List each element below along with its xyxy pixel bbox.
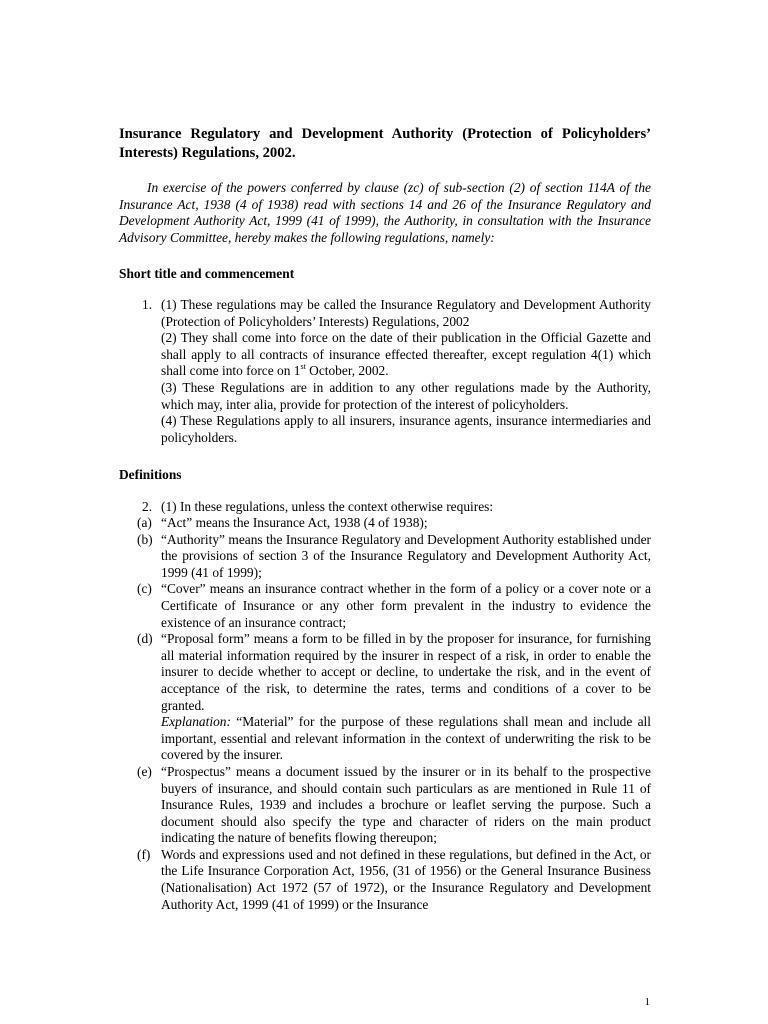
clause-1-2: (2) They shall come into force on the date of their publication in the Official Gazette and shall apply to all contracts of insurance effected thereafter, except regulation 4(1) which shall come into force on 1st October, 2002. (161, 330, 651, 379)
item-text: Words and expressions used and not defined in these regulations, but defined in the Act, or the Life Insurance Corporation Act, 1956, (31 of 1956) or the General Insurance Business (Nationalisation) Act 1972 (57 of 1972), or the Insurance Regulatory and Development Authority Act, 1999 (41 of 1999) or the Insurance (161, 846, 651, 912)
explanation-text: “Material” for the purpose of these regulations shall mean and include all important, essential and relevant information in the context of underwriting the risk to be covered by the insurer. (161, 714, 651, 763)
item-text: “Act” means the Insurance Act, 1938 (4 of 1938); (161, 515, 428, 530)
explanation (161, 714, 651, 764)
item-label: (b) (137, 531, 153, 547)
definitions-list (137, 515, 651, 913)
section-1 (142, 297, 651, 446)
document-title: Insurance Regulatory and Development Authority (Protection of Policyholders’ Interests) Regulations, 2002. (119, 126, 651, 161)
section-heading-short-title: Short title and commencement (119, 266, 295, 281)
clause-1-3: (3) These Regulations are in addition to any other regulations made by the Authority, which may, inter alia, provide for protection of the interest of policyholders. (161, 379, 651, 412)
item-text: “Proposal form” means a form to be filled in by the proposer for insurance, for furnishing all material information required by the insurer in respect of a risk, in order to enable the insurer to decide whether to accept or decline, to undertake the risk, and in the event of acceptance of the risk, to determine the rates, terms and conditions of a cover to be granted. (161, 631, 651, 713)
section-number: 2. (142, 499, 153, 514)
clause-1-1: (1) These regulations may be called the Insurance Regulatory and Development Authority (Protection of Policyholders’ Interests) Regulations, 2002 (161, 297, 651, 329)
item-label: (f) (137, 846, 151, 862)
list-item (137, 581, 651, 631)
list-item (137, 846, 651, 913)
list-item (137, 515, 651, 532)
item-label: (a) (137, 515, 152, 530)
clause-1-4: (4) These Regulations apply to all insurers, insurance agents, insurance intermediaries and policyholders. (161, 413, 651, 445)
section-number: 1. (142, 297, 153, 312)
preamble: In exercise of the powers conferred by clause (zc) of sub-section (2) of section 114A of the Insurance Act, 1938 (4 of 1938) read with sections 14 and 26 of the Insurance Regulatory and Development Authority Act, 1999 (41 of 1999), the Authority, in consultation with the Insurance Advisory Committee, hereby makes the following regulations, namely: (119, 180, 651, 245)
item-label: (d) (137, 631, 153, 647)
list-item (137, 531, 651, 582)
item-text: “Cover” means an insurance contract whether in the form of a policy or a cover note or a Certificate of Insurance or any other form prevalent in the industry to evidence the existence of an insurance contract; (161, 581, 651, 630)
item-label: (e) (137, 763, 152, 779)
section-heading-definitions: Definitions (119, 467, 182, 482)
section-2-intro (142, 499, 651, 516)
item-label: (c) (137, 581, 152, 597)
list-item (137, 631, 651, 764)
definitions-intro: (1) In these regulations, unless the context otherwise requires: (161, 499, 494, 514)
item-text: “Authority” means the Insurance Regulatory and Development Authority established under the provisions of section 3 of the Insurance Regulatory and Development Authority Act, 1999 (41 of 1999); (161, 531, 651, 580)
list-item (137, 763, 651, 847)
page-number: 1 (644, 996, 650, 1008)
item-text: “Prospectus” means a document issued by the insurer or in its behalf to the prospective buyers of insurance, and should contain such particulars as are mentioned in Rule 11 of Insurance Rules, 1939 and includes a brochure or leaflet serving the purpose. Such a document should also specify the type and character of riders on the main product indicating the nature of benefits flowing thereupon; (161, 763, 651, 846)
explanation-label: Explanation: (161, 714, 231, 730)
